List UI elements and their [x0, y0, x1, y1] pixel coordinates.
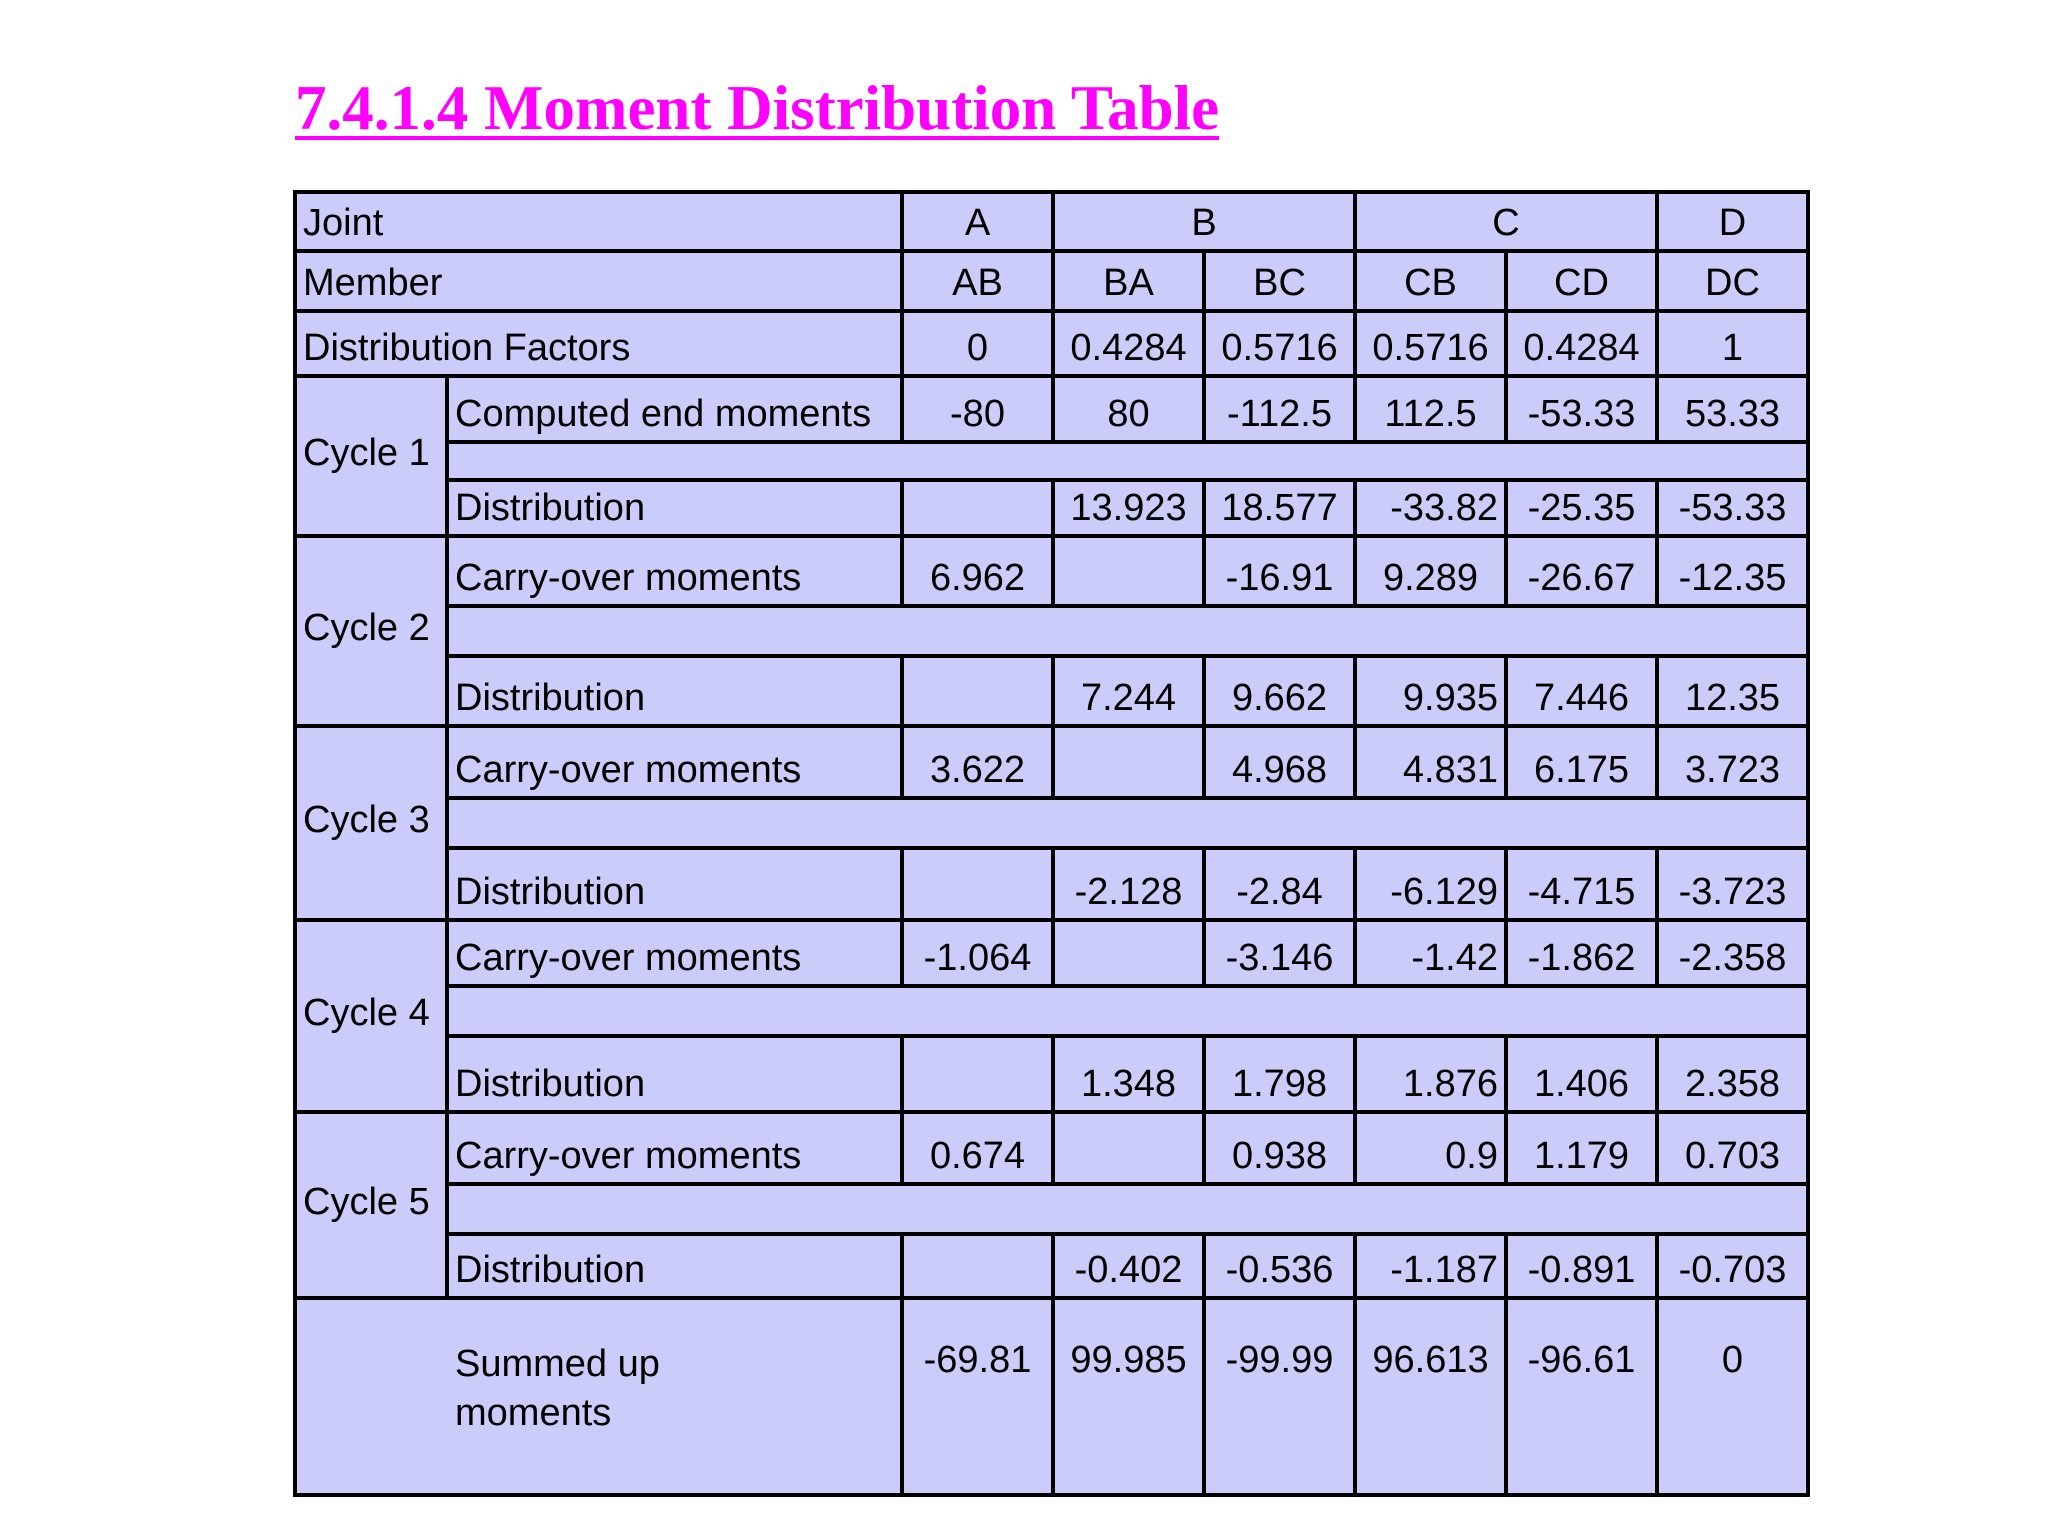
value-cell: 18.577	[1204, 480, 1355, 536]
value-cell	[902, 656, 1053, 726]
summed-label-line-2: moments	[455, 1392, 612, 1435]
value-cell: 1.798	[1204, 1036, 1355, 1112]
value-cell: 1.179	[1506, 1112, 1657, 1184]
value-cell: -1.064	[902, 920, 1053, 986]
value-cell: 6.962	[902, 536, 1053, 606]
summed-blank-cell	[295, 1298, 447, 1495]
value-cell: -1.862	[1506, 920, 1657, 986]
row-label: Distribution	[447, 1036, 902, 1112]
value-cell: 6.175	[1506, 726, 1657, 798]
cycle-4-row-2	[295, 1036, 1808, 1112]
row-label: Carry-over moments	[447, 1112, 902, 1184]
cycle-5-gap	[295, 1184, 1808, 1234]
df-cell: 0.5716	[1355, 311, 1506, 376]
value-cell: -16.91	[1204, 536, 1355, 606]
row-label: Computed end moments	[447, 376, 902, 442]
row-label: Carry-over moments	[447, 726, 902, 798]
value-cell: -3.723	[1657, 848, 1808, 920]
value-cell: 0.703	[1657, 1112, 1808, 1184]
cycle-5-label: Cycle 5	[295, 1112, 447, 1298]
value-cell: 112.5	[1355, 376, 1506, 442]
distribution-factors-row	[295, 311, 1808, 376]
summed-value: -69.81	[902, 1298, 1053, 1495]
member-row	[295, 251, 1808, 311]
cycle-2-gap	[295, 606, 1808, 656]
gap-cell	[447, 798, 1808, 848]
value-cell: -2.84	[1204, 848, 1355, 920]
cycle-3-row-2	[295, 848, 1808, 920]
gap-cell	[447, 986, 1808, 1036]
member-cell: BC	[1204, 251, 1355, 311]
value-cell: -1.42	[1355, 920, 1506, 986]
df-cell: 0.5716	[1204, 311, 1355, 376]
cycle-1-gap	[295, 442, 1808, 480]
value-cell: 4.831	[1355, 726, 1506, 798]
cycle-2-row-1	[295, 536, 1808, 606]
value-cell: -0.402	[1053, 1234, 1204, 1298]
joint-c: C	[1355, 192, 1657, 251]
cycle-3-row-1	[295, 726, 1808, 798]
value-cell: 0.938	[1204, 1112, 1355, 1184]
value-cell: 0.674	[902, 1112, 1053, 1184]
cycle-2-row-2	[295, 656, 1808, 726]
value-cell: 80	[1053, 376, 1204, 442]
value-cell: 1.876	[1355, 1036, 1506, 1112]
value-cell: 7.244	[1053, 656, 1204, 726]
value-cell	[1053, 920, 1204, 986]
value-cell: 1.406	[1506, 1036, 1657, 1112]
page-title: 7.4.1.4 Moment Distribution Table	[295, 73, 1220, 143]
joint-a: A	[902, 192, 1053, 251]
value-cell: -3.146	[1204, 920, 1355, 986]
value-cell: -2.128	[1053, 848, 1204, 920]
cycle-1-row-1	[295, 376, 1808, 442]
value-cell: -0.536	[1204, 1234, 1355, 1298]
joint-label: Joint	[295, 192, 902, 251]
member-cell: DC	[1657, 251, 1808, 311]
value-cell: -1.187	[1355, 1234, 1506, 1298]
value-cell: 53.33	[1657, 376, 1808, 442]
joint-row	[295, 192, 1808, 251]
gap-cell	[447, 1184, 1808, 1234]
cycle-3-gap	[295, 798, 1808, 848]
df-cell: 0	[902, 311, 1053, 376]
value-cell: -80	[902, 376, 1053, 442]
value-cell: -112.5	[1204, 376, 1355, 442]
value-cell: 3.723	[1657, 726, 1808, 798]
value-cell: -12.35	[1657, 536, 1808, 606]
value-cell: 3.622	[902, 726, 1053, 798]
summed-value: 99.985	[1053, 1298, 1204, 1495]
summed-value: -99.99	[1204, 1298, 1355, 1495]
member-cell: CD	[1506, 251, 1657, 311]
value-cell: -26.67	[1506, 536, 1657, 606]
summed-value: 96.613	[1355, 1298, 1506, 1495]
cycle-4-row-1	[295, 920, 1808, 986]
df-cell: 1	[1657, 311, 1808, 376]
value-cell	[1053, 536, 1204, 606]
moment-distribution-table	[293, 190, 1810, 1497]
value-cell: -25.35	[1506, 480, 1657, 536]
summed-label-line-1: Summed up	[455, 1343, 660, 1385]
row-label: Carry-over moments	[447, 920, 902, 986]
cycle-1-row-2	[295, 480, 1808, 536]
value-cell: -33.82	[1355, 480, 1506, 536]
member-cell: CB	[1355, 251, 1506, 311]
member-cell: AB	[902, 251, 1053, 311]
joint-d: D	[1657, 192, 1808, 251]
df-cell: 0.4284	[1506, 311, 1657, 376]
cycle-5-row-2	[295, 1234, 1808, 1298]
value-cell: -4.715	[1506, 848, 1657, 920]
value-cell: 0.9	[1355, 1112, 1506, 1184]
cycle-2-label: Cycle 2	[295, 536, 447, 726]
cycle-5-row-1	[295, 1112, 1808, 1184]
df-label: Distribution Factors	[295, 311, 902, 376]
value-cell: -2.358	[1657, 920, 1808, 986]
df-cell: 0.4284	[1053, 311, 1204, 376]
value-cell	[902, 1036, 1053, 1112]
summed-label	[447, 1340, 660, 1439]
member-label: Member	[295, 251, 902, 311]
value-cell: 13.923	[1053, 480, 1204, 536]
value-cell	[902, 480, 1053, 536]
gap-cell	[447, 442, 1808, 480]
value-cell: -53.33	[1506, 376, 1657, 442]
cycle-3-label: Cycle 3	[295, 726, 447, 920]
cycle-4-gap	[295, 986, 1808, 1036]
summed-value: -96.61	[1506, 1298, 1657, 1495]
value-cell: 9.662	[1204, 656, 1355, 726]
cycle-4-label: Cycle 4	[295, 920, 447, 1112]
value-cell: -0.703	[1657, 1234, 1808, 1298]
value-cell: 9.935	[1355, 656, 1506, 726]
row-label: Carry-over moments	[447, 536, 902, 606]
row-label: Distribution	[447, 480, 902, 536]
summed-row	[295, 1298, 1808, 1495]
value-cell	[1053, 726, 1204, 798]
value-cell: -0.891	[1506, 1234, 1657, 1298]
summed-value: 0	[1657, 1298, 1808, 1495]
value-cell	[1053, 1112, 1204, 1184]
member-cell: BA	[1053, 251, 1204, 311]
value-cell	[902, 1234, 1053, 1298]
value-cell: -6.129	[1355, 848, 1506, 920]
row-label: Distribution	[447, 848, 902, 920]
value-cell: -53.33	[1657, 480, 1808, 536]
value-cell: 7.446	[1506, 656, 1657, 726]
value-cell: 4.968	[1204, 726, 1355, 798]
summed-label-cell	[447, 1298, 902, 1495]
value-cell: 9.289	[1355, 536, 1506, 606]
joint-b: B	[1053, 192, 1355, 251]
row-label: Distribution	[447, 1234, 902, 1298]
gap-cell	[447, 606, 1808, 656]
value-cell: 2.358	[1657, 1036, 1808, 1112]
value-cell	[902, 848, 1053, 920]
value-cell: 1.348	[1053, 1036, 1204, 1112]
cycle-1-label: Cycle 1	[295, 376, 447, 536]
row-label: Distribution	[447, 656, 902, 726]
value-cell: 12.35	[1657, 656, 1808, 726]
